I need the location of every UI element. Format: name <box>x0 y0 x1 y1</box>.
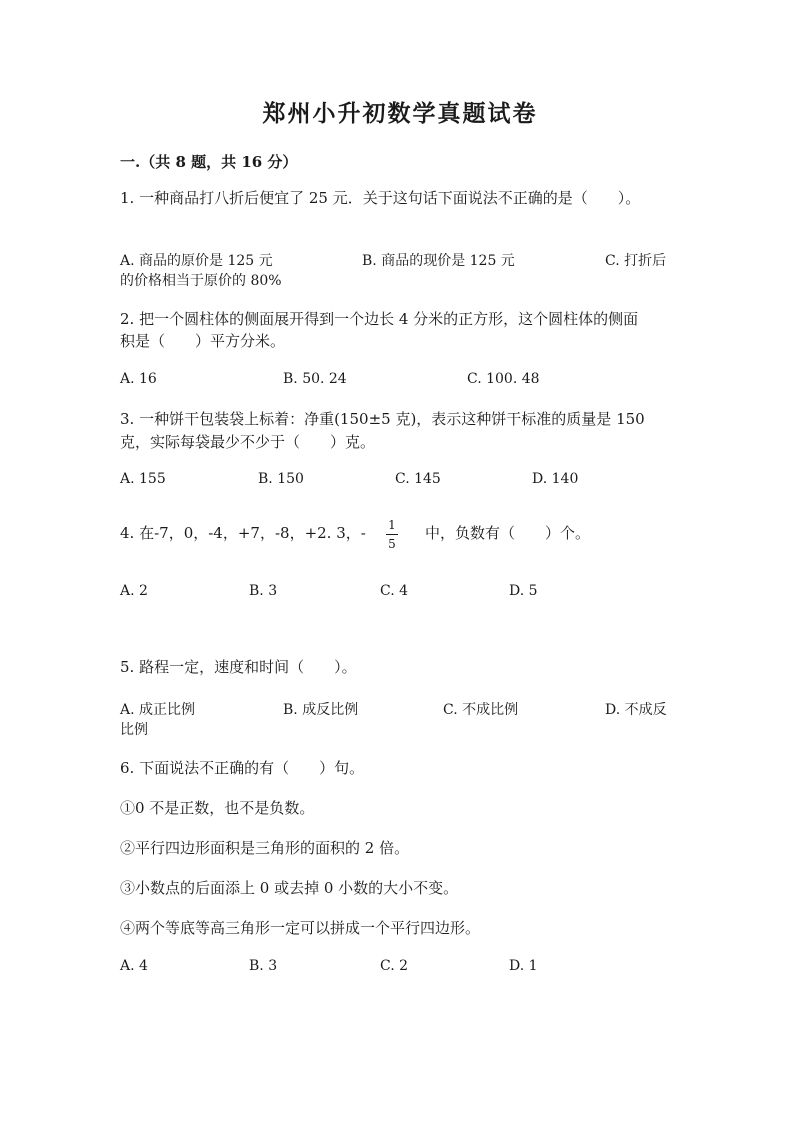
question-5-option-b: B. 成反比例 <box>283 702 359 718</box>
fraction-bar <box>386 534 398 535</box>
question-4-option-b: B. 3 <box>249 583 278 599</box>
question-6-option-c: C. 2 <box>380 958 409 974</box>
question-1-option-a: A. 商品的原价是 125 元 <box>120 253 273 269</box>
fraction-denominator: 5 <box>388 537 396 551</box>
question-2-option-a: A. 16 <box>120 371 157 387</box>
question-3-option-d: D. 140 <box>532 471 579 487</box>
question-4-stem-prefix: 4. 在-7，0，-4，+7，-8，+2. 3，- <box>120 524 366 542</box>
question-5-option-d: D. 不成反 <box>605 702 667 718</box>
question-6-statement-2: ②平行四边形面积是三角形的面积的 2 倍。 <box>120 839 410 857</box>
fraction-one-fifth <box>386 518 398 551</box>
question-2-stem-line1: 2. 把一个圆柱体的侧面展开得到一个边长 4 分米的正方形，这个圆柱体的侧面 <box>120 310 639 328</box>
question-6-statement-3: ③小数点的后面添上 0 或去掉 0 小数的大小不变。 <box>120 879 459 897</box>
question-3-option-b: B. 150 <box>258 471 304 487</box>
question-4-stem-suffix: 中，负数有（ ）个。 <box>425 524 591 542</box>
question-5-option-d-continued: 比例 <box>120 722 148 738</box>
question-6-statement-4: ④两个等底等高三角形一定可以拼成一个平行四边形。 <box>120 919 481 937</box>
question-2-option-b: B. 50. 24 <box>283 371 347 387</box>
question-6-option-a: A. 4 <box>120 958 148 974</box>
question-4-option-c: C. 4 <box>380 583 409 599</box>
question-5-stem: 5. 路程一定，速度和时间（ ）。 <box>120 658 357 676</box>
question-1-option-b: B. 商品的现价是 125 元 <box>362 253 515 269</box>
question-5-option-a: A. 成正比例 <box>120 702 196 718</box>
section-heading: 一.（共 8 题，共 16 分） <box>120 153 298 171</box>
question-2-option-c: C. 100. 48 <box>467 371 540 387</box>
question-3-option-c: C. 145 <box>395 471 441 487</box>
question-2-stem-line2: 积是（ ）平方分米。 <box>120 332 286 350</box>
question-3-stem-line2: 克，实际每袋最少不少于（ ）克。 <box>120 433 376 451</box>
question-4-option-a: A. 2 <box>120 583 148 599</box>
question-6-stem: 6. 下面说法不正确的有（ ）句。 <box>120 759 365 777</box>
question-6-option-b: B. 3 <box>249 958 278 974</box>
question-6-option-d: D. 1 <box>509 958 538 974</box>
fraction-numerator: 1 <box>388 518 396 532</box>
question-1-stem: 1. 一种商品打八折后便宜了 25 元．关于这句话下面说法不正确的是（ ）。 <box>120 189 641 207</box>
page-title: 郑州小升初数学真题试卷 <box>262 100 538 127</box>
question-6-statement-1: ①0 不是正数，也不是负数。 <box>120 799 315 817</box>
question-3-option-a: A. 155 <box>120 471 166 487</box>
question-1-option-c: C. 打折后 <box>605 253 667 269</box>
question-5-option-c: C. 不成比例 <box>443 702 519 718</box>
question-3-stem-line1: 3. 一种饼干包装袋上标着：净重(150±5 克)，表示这种饼干标准的质量是 150 <box>120 410 645 428</box>
question-1-option-c-continued: 的价格相当于原价的 80% <box>120 273 282 289</box>
question-4-option-d: D. 5 <box>509 583 538 599</box>
